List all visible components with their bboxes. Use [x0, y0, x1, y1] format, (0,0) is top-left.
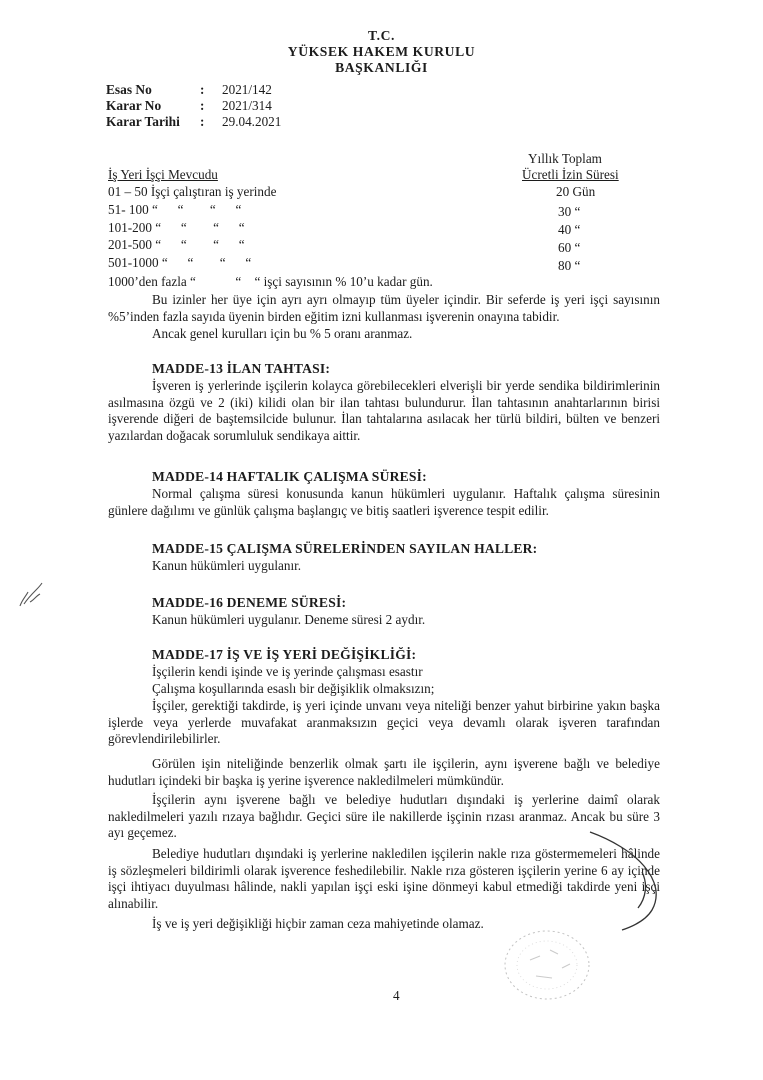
article-text: Normal çalışma süresi konusunda kanun hükümleri uygulanır. Haftalık çalışma süresinin günlere dağılımı ve günlük çalışma başlangıç ve bitiş saatleri işverence tespit edilir.: [108, 486, 660, 518]
article-paragraph: Belediye hudutları dışındaki iş yerlerine nakledilen işçilerin nakle rıza göstermemeleri hâlinde iş sözleşmeleri bildirimli olarak işverence feshedilebilir. Nakle rıza gösteren işçilerin yerine 6 ay içinde işçi ihtiyacı duyulması hâlinde, nakli yapılan işçi eski işine dönmeyi kabul etmediği takdirde yeni işçi alınabilir.: [108, 846, 660, 911]
header-presidency: BAŞKANLIĞI: [335, 60, 428, 75]
leave-row-right: 30 “: [558, 204, 581, 219]
leave-row-left: 51- 100 “ “ “ “: [108, 202, 242, 217]
leave-header-right-1: Yıllık Toplam: [528, 151, 602, 166]
article-title: MADDE-16 DENEME SÜRESİ:: [152, 595, 347, 610]
intro-paragraph: Ancak genel kurulları için bu % 5 oranı aranmaz.: [152, 326, 413, 341]
meta-colon: :: [200, 82, 205, 97]
leave-row-right: 40 “: [558, 222, 581, 237]
esas-value: 2021/142: [222, 82, 272, 97]
page-number: 4: [393, 988, 400, 1003]
margin-initials-mark: [14, 574, 50, 614]
article-title: MADDE-17 İŞ VE İŞ YERİ DEĞİŞİKLİĞİ:: [152, 647, 417, 662]
meta-colon: :: [200, 114, 205, 129]
article-paragraph: İşçiler, gerektiği takdirde, iş yeri içinde unvanı veya niteliği benzer yahut birbirine yakın başka işlerde veya yerlerde muvafakat aranmaksızın geçici veya devamlı olarak işveren tarafından görevlendirilebilirler.: [108, 698, 660, 746]
esas-label: Esas No: [106, 82, 152, 97]
article-paragraph: Görülen işin niteliğinde benzerlik olmak şartı ile işçilerin, aynı işverene bağlı ve belediye hudutları içindeki bir başka iş yerine işverence nakledilmeleri mümkündür.: [108, 756, 660, 788]
article-paragraph: İşçilerin aynı işverene bağlı ve belediye hudutları dışındaki iş yerlerine daimî olarak nakledilmeleri yazılı rızaya bağlıdır. Geçici süre ile nakillerde işçinin rızası aranmaz. Ancak bu süre 3 ayı geçemez.: [108, 792, 660, 840]
intro-paragraph: Bu izinler her üye için ayrı ayrı olmayıp tüm üyeler içindir. Bir seferde iş yeri işçi sayısının %5’inden fazla sayıda üyenin birden eğitim izni kullanması işverenin onayına tabidir.: [108, 292, 660, 324]
article-line: İşçilerin kendi işinde ve iş yerinde çalışması esastır: [152, 664, 423, 679]
leave-row-left: 101-200 “ “ “ “: [108, 220, 245, 235]
leave-header-right-2: Ücretli İzin Süresi: [522, 167, 619, 182]
header-tc: T.C.: [367, 28, 396, 43]
leave-row-left: 201-500 “ “ “ “: [108, 237, 245, 252]
karar-label: Karar No: [106, 98, 162, 113]
article-text: Kanun hükümleri uygulanır.: [152, 558, 302, 573]
karar-value: 2021/314: [222, 98, 272, 113]
leave-header-left: İş Yeri İşçi Mevcudu: [108, 167, 218, 182]
article-text: İşveren iş yerlerinde işçilerin kolayca görebilecekleri elverişli bir yerde sendika bildirimlerinin asılmasına özgü ve 2 (iki) kilidi olan bir ilan tahtası bulundurur. İlan tahtasının anahtarlarının birisi işverende diğeri de baştemsilcide bulunur. İlan tahtalarına asılacak her türlü bildiri, bülten ve benzeri yazılardan doğacak sorumluluk sendikaya aittir.: [108, 378, 660, 443]
header-institution: YÜKSEK HAKEM KURULU: [287, 44, 476, 59]
meta-colon: :: [200, 98, 205, 113]
leave-row-last: 1000’den fazla “ “ “ işçi sayısının % 10’u kadar gün.: [108, 274, 433, 289]
article-line: Çalışma koşullarında esaslı bir değişiklik olmaksızın;: [152, 681, 435, 696]
leave-row-left: 501-1000 “ “ “ “: [108, 255, 252, 270]
stamp-mark: [492, 920, 602, 1010]
article-text: Kanun hükümleri uygulanır. Deneme süresi 2 aydır.: [152, 612, 426, 627]
leave-row-right: 20 Gün: [556, 184, 596, 199]
leave-row-left: 01 – 50 İşçi çalıştıran iş yerinde: [108, 184, 277, 199]
article-title: MADDE-13 İLAN TAHTASI:: [152, 361, 331, 376]
article-title: MADDE-14 HAFTALIK ÇALIŞMA SÜRESİ:: [152, 469, 427, 484]
leave-row-right: 80 “: [558, 258, 581, 273]
article-title: MADDE-15 ÇALIŞMA SÜRELERİNDEN SAYILAN HALLER:: [152, 541, 538, 556]
leave-row-right: 60 “: [558, 240, 581, 255]
tarih-label: Karar Tarihi: [106, 114, 180, 129]
article-paragraph: İş ve iş yeri değişikliği hiçbir zaman ceza mahiyetinde olamaz.: [152, 916, 484, 931]
tarih-value: 29.04.2021: [222, 114, 282, 129]
